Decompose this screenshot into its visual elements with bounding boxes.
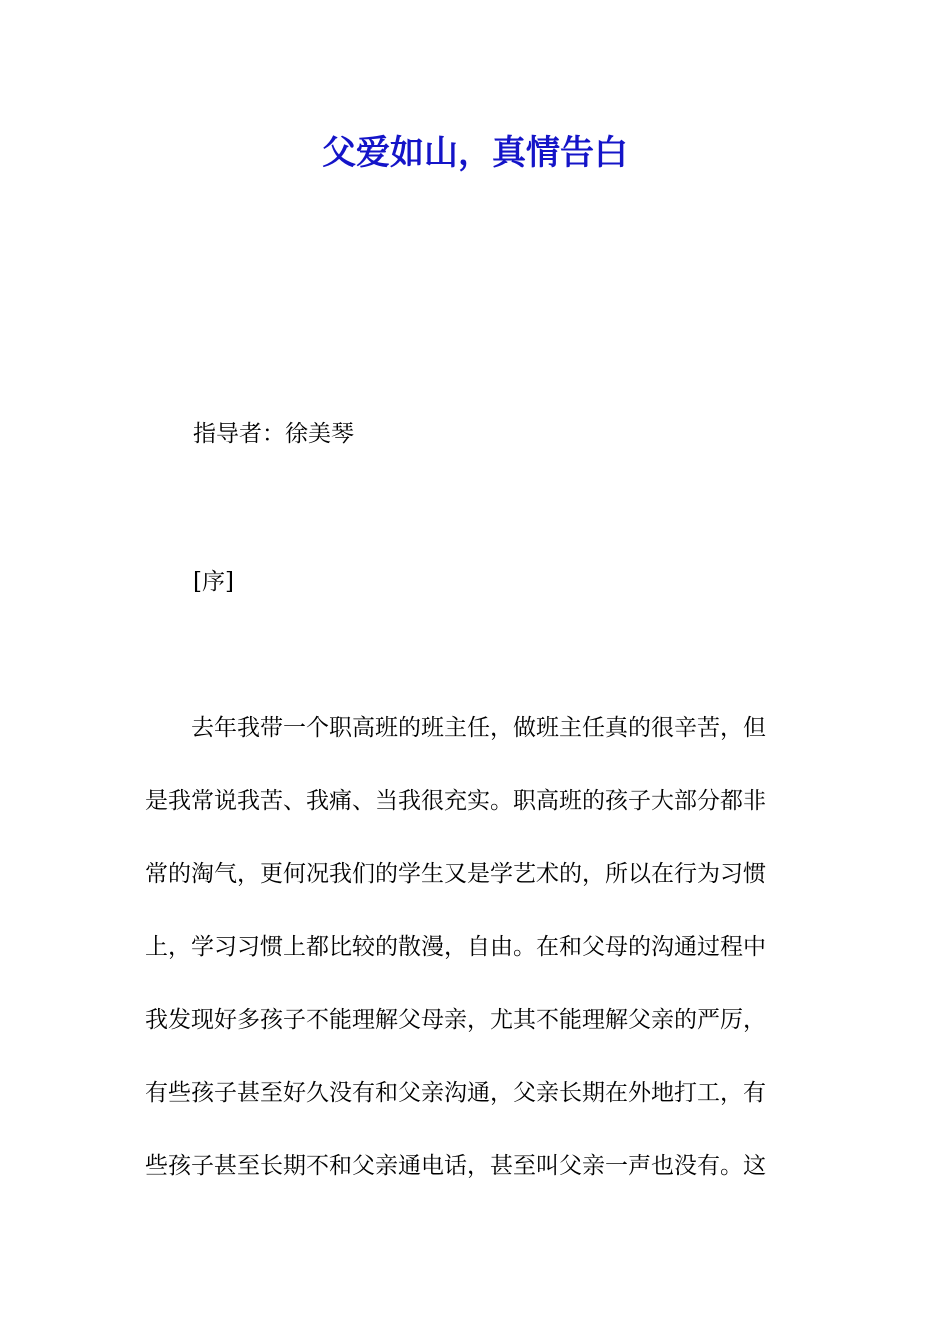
body-line: 常的淘气，更何况我们的学生又是学艺术的，所以在行为习惯 <box>145 861 766 887</box>
body-paragraph <box>145 713 805 1224</box>
document-title: 父爱如山，真情告白 <box>322 133 628 173</box>
advisor-line: 指导者：徐美琴 <box>193 421 354 447</box>
body-line: 我发现好多孩子不能理解父母亲，尤其不能理解父亲的严厉， <box>145 1007 766 1033</box>
body-line: 有些孩子甚至好久没有和父亲沟通，父亲长期在外地打工，有 <box>145 1080 766 1106</box>
body-line: 是我常说我苦、我痛、当我很充实。职高班的孩子大部分都非 <box>145 788 766 814</box>
preface-marker: [序] <box>193 569 234 595</box>
body-line: 去年我带一个职高班的班主任，做班主任真的很辛苦，但 <box>145 715 766 741</box>
body-line: 上，学习习惯上都比较的散漫，自由。在和父母的沟通过程中 <box>145 934 766 960</box>
body-line: 些孩子甚至长期不和父亲通电话，甚至叫父亲一声也没有。这 <box>145 1153 766 1179</box>
